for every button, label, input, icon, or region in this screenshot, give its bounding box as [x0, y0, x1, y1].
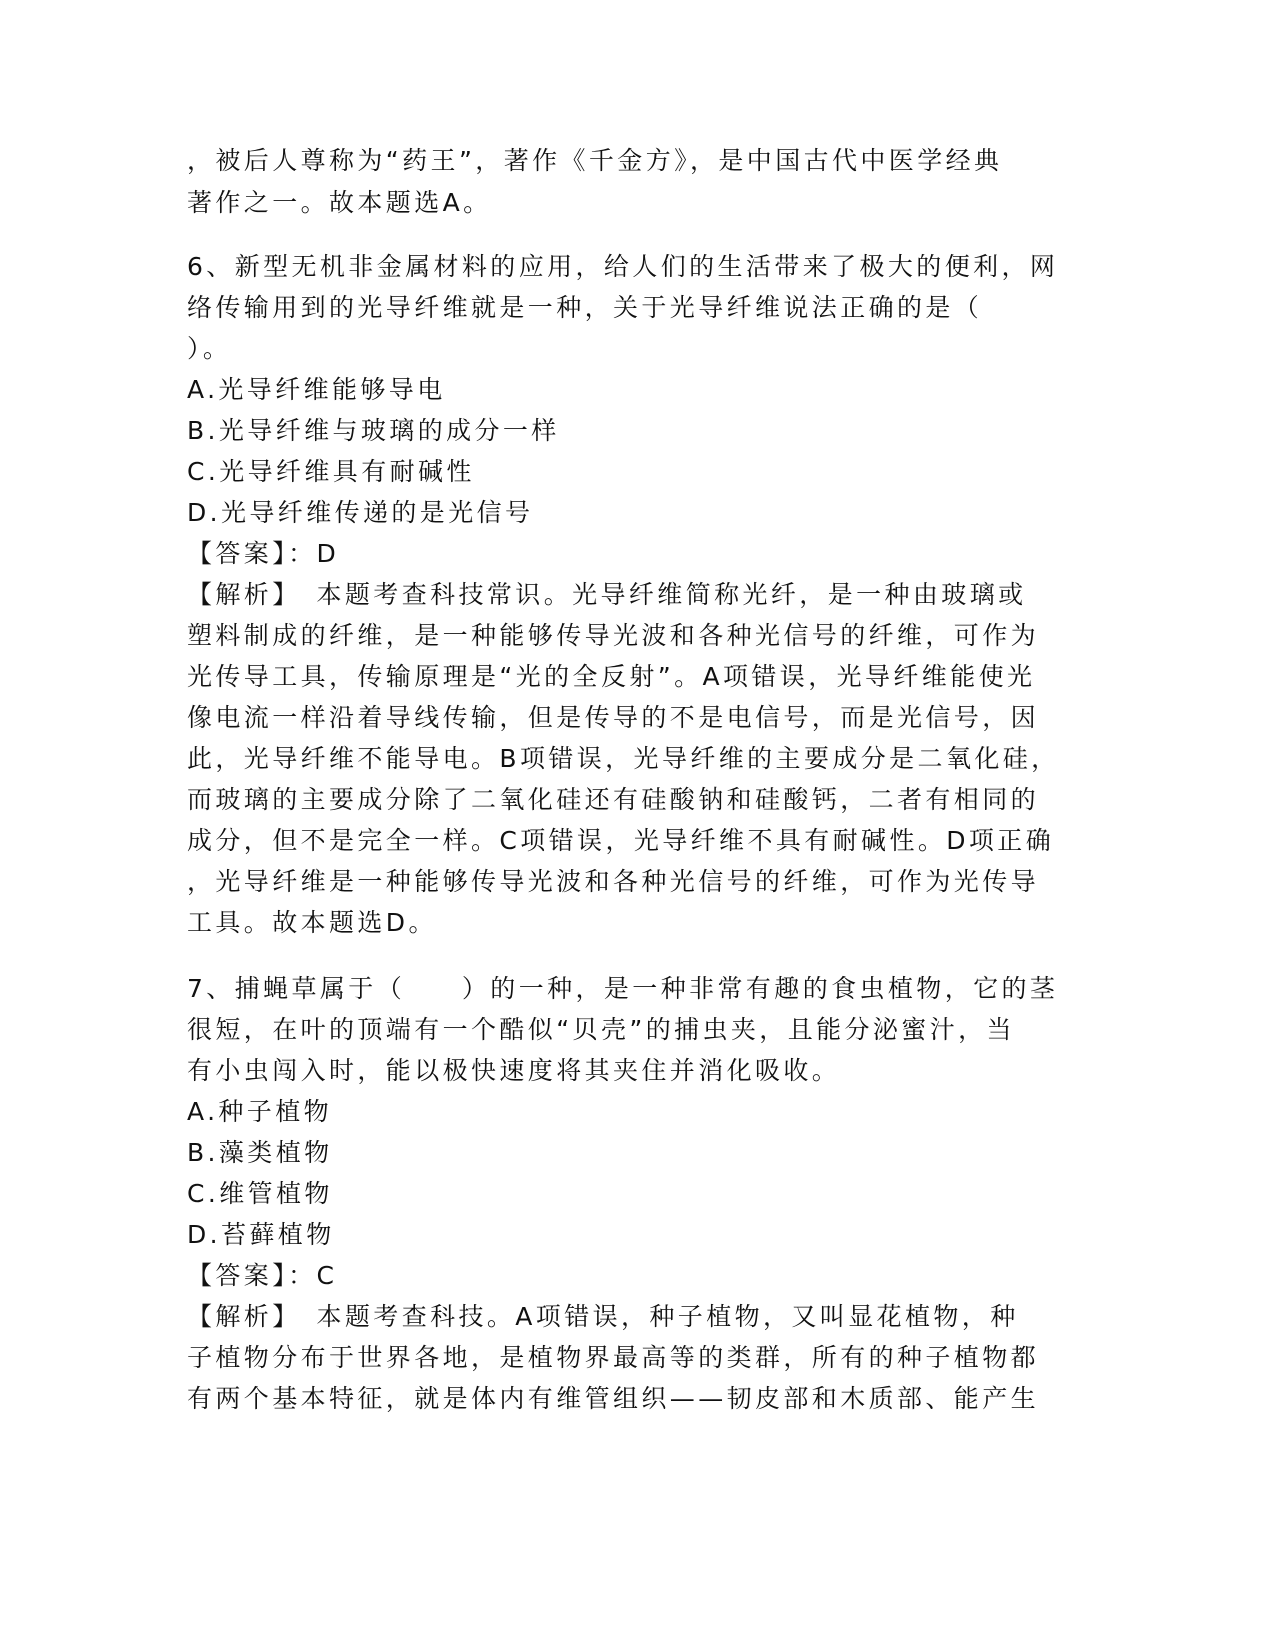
analysis-line: 有两个基本特征，就是体内有维管组织——韧皮部和木质部、能产生 — [187, 1384, 1040, 1413]
text-line: ，被后人尊称为“药王”，著作《千金方》，是中国古代中医学经典 — [187, 146, 1003, 175]
analysis-line: 【解析】 本题考查科技。A项错误，种子植物，又叫显花植物，种 — [187, 1302, 1019, 1331]
answer-line: 【答案】：D — [187, 539, 340, 568]
option-c: C.维管植物 — [187, 1179, 333, 1208]
analysis-line: 像电流一样沿着导线传输，但是传导的不是电信号，而是光信号，因 — [187, 703, 1040, 732]
option-a: A.种子植物 — [187, 1097, 333, 1126]
option-d: D.光导纤维传递的是光信号 — [187, 498, 534, 527]
answer-line: 【答案】：C — [187, 1261, 338, 1290]
analysis-line: 子植物分布于世界各地，是植物界最高等的类群，所有的种子植物都 — [187, 1343, 1040, 1372]
analysis-line: 而玻璃的主要成分除了二氧化硅还有硅酸钠和硅酸钙，二者有相同的 — [187, 785, 1040, 814]
question-stem-line: 络传输用到的光导纤维就是一种，关于光导纤维说法正确的是（ — [187, 293, 983, 322]
analysis-line: 成分，但不是完全一样。C项错误，光导纤维不具有耐碱性。D项正确 — [187, 826, 1055, 855]
question-stem-line: ）。 — [187, 334, 232, 363]
analysis-line: ，光导纤维是一种能够传导光波和各种光信号的纤维，可作为光传导 — [187, 867, 1040, 896]
question-stem-line: 7、捕蝇草属于（ ）的一种，是一种非常有趣的食虫植物，它的茎 — [187, 974, 1059, 1003]
analysis-line: 工具。故本题选D。 — [187, 908, 437, 937]
question-stem-line: 有小虫闯入时，能以极快速度将其夹住并消化吸收。 — [187, 1056, 841, 1085]
option-d: D.苔藓植物 — [187, 1220, 335, 1249]
analysis-line: 塑料制成的纤维，是一种能够传导光波和各种光信号的纤维，可作为 — [187, 621, 1040, 650]
option-b: B.光导纤维与玻璃的成分一样 — [187, 416, 560, 445]
question-stem-line: 6、新型无机非金属材料的应用，给人们的生活带来了极大的便利，网 — [187, 252, 1059, 281]
text-line: 著作之一。故本题选A。 — [187, 188, 492, 217]
analysis-line: 此，光导纤维不能导电。B项错误，光导纤维的主要成分是二氧化硅， — [187, 744, 1060, 773]
analysis-line: 【解析】 本题考查科技常识。光导纤维简称光纤，是一种由玻璃或 — [187, 580, 1027, 609]
option-c: C.光导纤维具有耐碱性 — [187, 457, 475, 486]
option-b: B.藻类植物 — [187, 1138, 333, 1167]
analysis-line: 光传导工具，传输原理是“光的全反射”。A项错误，光导纤维能使光 — [187, 662, 1036, 691]
question-stem-line: 很短，在叶的顶端有一个酷似“贝壳”的捕虫夹，且能分泌蜜汁，当 — [187, 1015, 1015, 1044]
option-a: A.光导纤维能够导电 — [187, 375, 446, 404]
